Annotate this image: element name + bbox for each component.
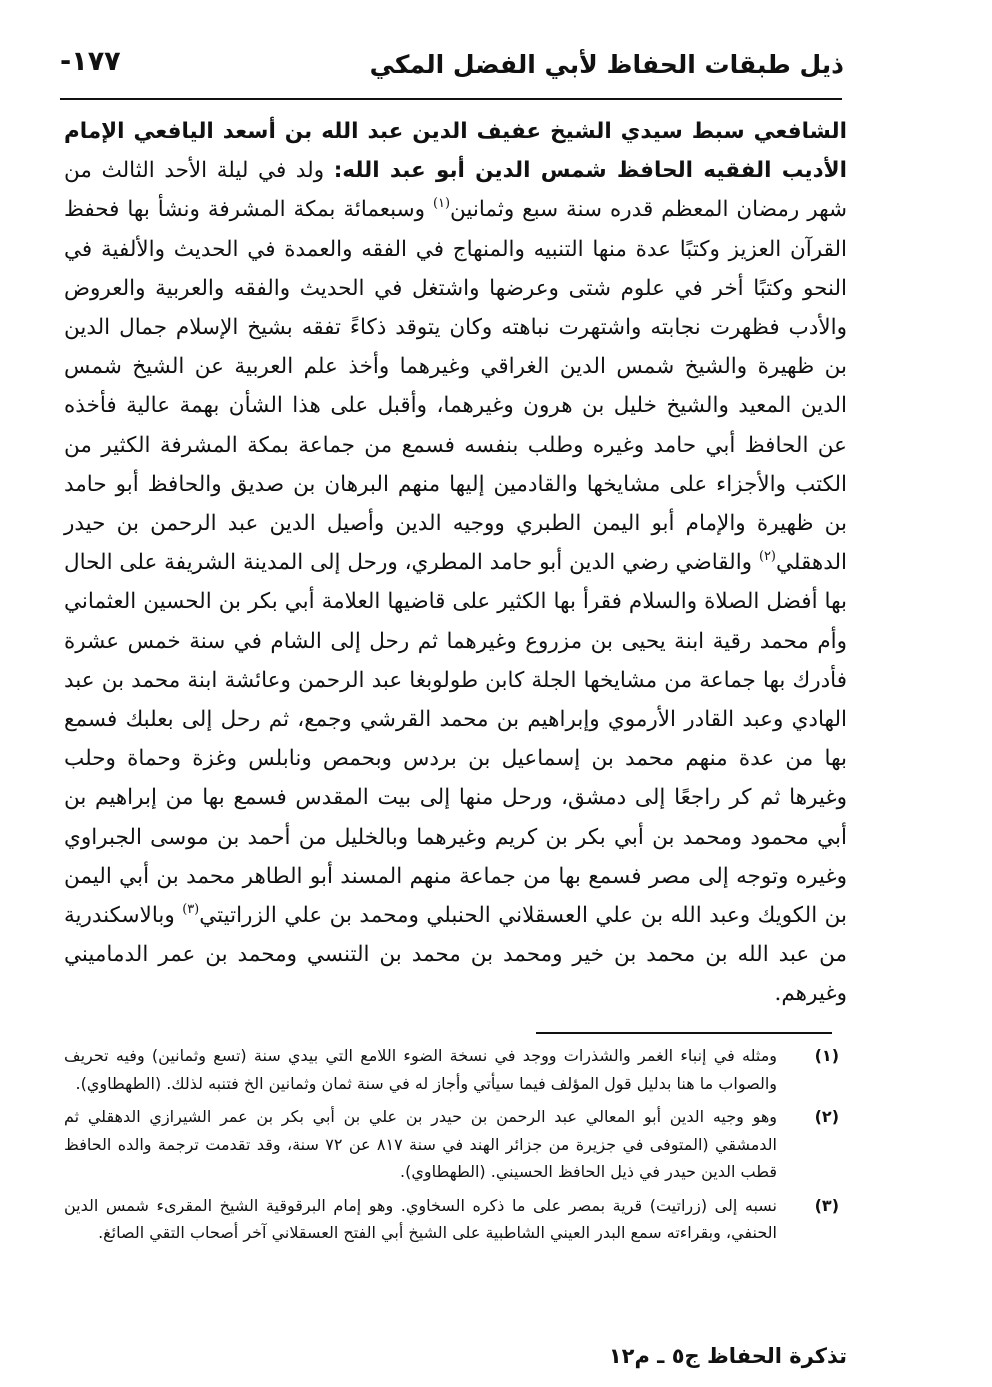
- footnote-text: وهو وجيه الدين أبو المعالي عبد الرحمن بن حيدر بن علي بن أبي بكر بن عمر الشيرازي الدهقلي ثم الدمشقي (المتوفى في جزيرة من جزائر الهند في سنة ٨١٧ عن ٧٢ سنة، وقد تقدمت ترجمة والده الحافظ قطب الدين حيدر في ذيل الحافظ الحسيني. (الطهطاوي).: [64, 1107, 778, 1181]
- footnote-ref-2: (٢): [758, 549, 776, 565]
- header-rule: [60, 98, 842, 100]
- footnote-marker: (٢): [814, 1107, 839, 1126]
- footnote-text: ومثله في إنباء الغمر والشذرات ووجد في نسخة الضوء اللامع التي بيدي سنة (تسع وثمانين) وفيه تحريف والصواب ما هنا بدليل قول المؤلف فيما سيأتي وأجاز له في سنة ثمان وثمانين الخ فتنبه لذلك. (الطهطاوي).: [64, 1046, 777, 1093]
- body-text-segment-2: وسبعمائة بمكة المشرفة ونشأ بها فحفظ القرآن العزيز وكتبًا عدة منها التنبيه والمنهاج في الفقه والعمدة في الحديث والألفية في النحو وكتبًا أخر في علوم شتى وعرضها واشتغل في الحديث والفقه والعربية والعروض والأدب فظهرت نجابته واشتهرت نباهته وكان يتوقد ذكاءً تفقه بشيخ الإسلام جمال الدين بن ظهيرة والشيخ شمس الدين الغراقي وغيرهما وأخذ علم العربية عن الشيخ شمس الدين المعيد والشيخ خليل بن هرون وغيرهما، وأقبل على هذا الشأن بهمة عالية فأخذه عن الحافظ أبي حامد وغيره وطلب بنفسه فسمع من جماعة بمكة المشرفة الكثير من الكتب والأجزاء على مشايخها والقادمين إليها منهم البرهان بن صديق والحافظ أبو حامد بن ظهيرة والإمام أبو اليمن الطبري ووجيه الدين وأصيل الدين عبد الرحمن بن حيدر الدهقلي: [64, 197, 847, 576]
- biography-heading: الشافعي سبط سيدي الشيخ عفيف الدين عبد الله بن أسعد اليافعي الإمام الأديب الفقيه الحافظ شمس الدين أبو عبد الله:: [64, 119, 847, 184]
- footnote-3: [64, 1192, 847, 1247]
- body-text-segment-4: وبالاسكندرية من عبد الله بن محمد بن خير ومحمد بن محمد بن التنسي ومحمد بن عمر الدماميني وغيرهم.: [64, 903, 847, 1007]
- footnote-marker: (٣): [814, 1195, 839, 1215]
- printer-signature: تذكرة الحفاظ ج٥ ـ م١٢: [608, 1344, 847, 1368]
- footnotes: [64, 1042, 847, 1253]
- footnote-ref-1: (١): [433, 196, 451, 212]
- page-header: [60, 40, 844, 96]
- footnote-ref-3: (٣): [182, 902, 200, 918]
- footnote-1: [64, 1042, 847, 1097]
- body-text-segment-3: والقاضي رضي الدين أبو حامد المطري، ورحل إلى المدينة الشريفة على الحال بها أفضل الصلاة والسلام فقرأ بها الكثير على قاضيها العلامة أبي بكر بن الحسين العثماني وأم محمد رقية ابنة يحيى بن مزروع وغيرهما ثم رحل إلى الشام في سنة خمس عشرة فأدرك بها جماعة من مشايخها الجلة كابن طولوبغا عبد الرحمن وعائشة ابنة محمد بن عبد الهادي وعبد القادر الأرموي وإبراهيم بن محمد القرشي وجمع، ثم رحل إلى بعلبك فسمع بها من عدة منهم محمد بن إسماعيل بن بردس وبحمص ونابلس وغزة وحماة وحلب وغيرها ثم كر راجعًا إلى دمشق، ورحل منها إلى بيت المقدس فسمع بها من إبراهيم بن أبي محمود ومحمد بن أبي بكر بن كريم وغيرهما وبالخليل من أحمد بن موسى الجبراوي وغيره وتوجه إلى مصر فسمع بها من جماعة منهم المسند أبو الطاهر محمد بن أبي اليمن بن الكويك وعبد الله بن علي العسقلاني الحنبلي ومحمد بن علي الزراتيتي: [64, 550, 848, 929]
- footnote-2: [64, 1103, 847, 1186]
- running-title: ذيل طبقات الحفاظ لأبي الفضل المكي: [369, 50, 844, 79]
- footnote-text: نسبه إلى (زراتيت) قرية بمصر على ما ذكره السخاوي. وهو إمام البرقوقية الشيخ المقرىء شمس الدين الحنفي، وبقراءته سمع البدر العيني الشاطبية على الشيخ أبي الفتح العسقلاني آخر أصحاب التقي الصائغ.: [64, 1195, 777, 1242]
- footnote-marker: (١): [814, 1046, 839, 1065]
- footnote-separator: [536, 1032, 832, 1034]
- main-body-text: [64, 112, 847, 1014]
- page-number: -١٧٧: [60, 46, 121, 77]
- body-text-segment-1: ولد في ليلة الأحد الثالث من شهر رمضان المعظم قدره سنة سبع وثمانين: [64, 158, 847, 223]
